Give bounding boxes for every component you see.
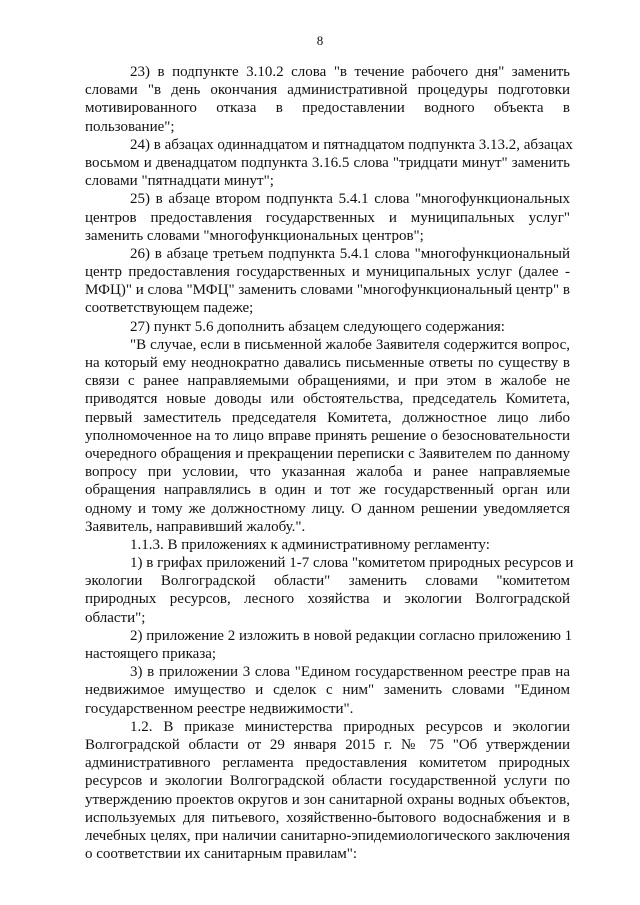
text-line: утверждению проектов округов и зон санитарной охраны водных объектов, xyxy=(85,791,570,808)
text-line: вопросу при условии, что указанная жалоба и ранее направляемые xyxy=(85,464,570,481)
text-line: соответствующем падеже; xyxy=(85,300,254,317)
text-line: на который ему неоднократно давались письменные ответы по существу в xyxy=(85,355,570,371)
text-line: о соответствии их санитарным правилам": xyxy=(85,846,358,863)
text-line: 26) в абзаце третьем подпункта 5.4.1 слова "многофункциональный xyxy=(130,245,570,262)
text-line: МФЦ)" и слова "МФЦ" заменить словами "многофункциональный центр" в xyxy=(85,282,570,299)
document-body xyxy=(85,63,574,863)
paragraph xyxy=(85,318,570,336)
text-line: 24) в абзацах одиннадцатом и пятнадцатом подпункта 3.13.2, абзацах xyxy=(130,136,573,153)
paragraph xyxy=(85,245,570,318)
text-line: очередного обращения и прекращении переписки с Заявителем по данному xyxy=(85,445,570,462)
text-line: заменить словами "многофункциональных центров"; xyxy=(85,227,424,244)
text-line: 3) в приложении 3 слова "Едином государственном реестре прав на xyxy=(130,664,570,681)
paragraph xyxy=(85,190,570,245)
text-line: одному и тому же должностному лицу. О данном решении уведомляется xyxy=(85,500,570,517)
paragraph xyxy=(85,136,573,191)
text-line: 2) приложение 2 изложить в новой редакции согласно приложению 1 xyxy=(130,627,573,644)
page-number: 8 xyxy=(316,33,324,48)
text-line: обращения направлялись в один и тот же государственный орган или xyxy=(85,482,570,499)
text-line: уполномоченное на то лицо вправе принять решение о безосновательности xyxy=(85,427,570,444)
text-line: словами "в день окончания административной процедуры подготовки xyxy=(85,82,570,99)
text-line: восьмом и двенадцатом подпункта 3.16.5 слова "тридцати минут" заменить xyxy=(85,154,570,171)
text-line: приводятся новые доводы или обстоятельства, председатель Комитета, xyxy=(85,391,570,408)
text-line: области"; xyxy=(85,609,146,626)
text-line: недвижимое имущество и сделок с ним" заменить словами "Едином xyxy=(85,682,570,699)
paragraph xyxy=(85,554,574,627)
text-line: мотивированного отказа в предоставлении водного объекта в xyxy=(85,100,570,117)
text-line: государственном реестре недвижимости". xyxy=(85,700,354,717)
paragraph xyxy=(85,663,570,718)
text-line: 23) в подпункте 3.10.2 слова "в течение рабочего дня" заменить xyxy=(130,64,570,80)
text-line: первый заместитель председателя Комитета, должностное лицо либо xyxy=(85,409,570,426)
paragraph xyxy=(85,718,570,864)
text-line: "В случае, если в письменной жалобе Заявителя содержится вопрос, xyxy=(130,336,570,353)
text-line: используемых для питьевого, хозяйственно-бытового водоснабжения и в xyxy=(85,809,570,826)
text-line: центр предоставления государственных и муниципальных услуг (далее - xyxy=(85,264,570,281)
text-line: природных ресурсов, лесного хозяйства и экологии Волгоградской xyxy=(85,591,570,608)
text-line: 1.1.3. В приложениях к административному регламенту: xyxy=(130,536,490,553)
text-line: словами "пятнадцати минут"; xyxy=(85,173,274,190)
text-line: лечебных целях, при наличии санитарно-эпидемиологического заключения xyxy=(85,827,570,844)
text-line: настоящего приказа; xyxy=(85,646,217,662)
paragraph xyxy=(85,627,573,663)
text-line: 1.2. В приказе министерства природных ресурсов и экологии xyxy=(130,718,570,735)
text-line: центров предоставления государственных и муниципальных услуг" xyxy=(85,209,570,226)
text-line: административного регламента предоставления комитетом природных xyxy=(85,755,570,772)
text-line: связи с ранее направляемыми обращениями, и при этом в жалобе не xyxy=(85,373,570,390)
text-line: Волгоградской области от 29 января 2015 г. № 75 "Об утверждении xyxy=(85,736,570,753)
text-line: Заявитель, направивший жалобу.". xyxy=(85,518,306,535)
text-line: 1) в грифах приложений 1-7 слова "комитетом природных ресурсов и xyxy=(130,555,574,572)
text-line: ресурсов и экологии Волгоградской области государственной услуги по xyxy=(85,773,570,790)
paragraph xyxy=(85,336,570,536)
paragraph xyxy=(85,536,570,554)
text-line: 25) в абзаце втором подпункта 5.4.1 слова "многофункциональных xyxy=(130,191,570,208)
text-line: пользование"; xyxy=(85,118,175,135)
paragraph xyxy=(85,63,570,136)
text-line: 27) пункт 5.6 дополнить абзацем следующего содержания: xyxy=(130,318,505,335)
text-line: экологии Волгоградской области" заменить словами "комитетом xyxy=(85,573,570,590)
